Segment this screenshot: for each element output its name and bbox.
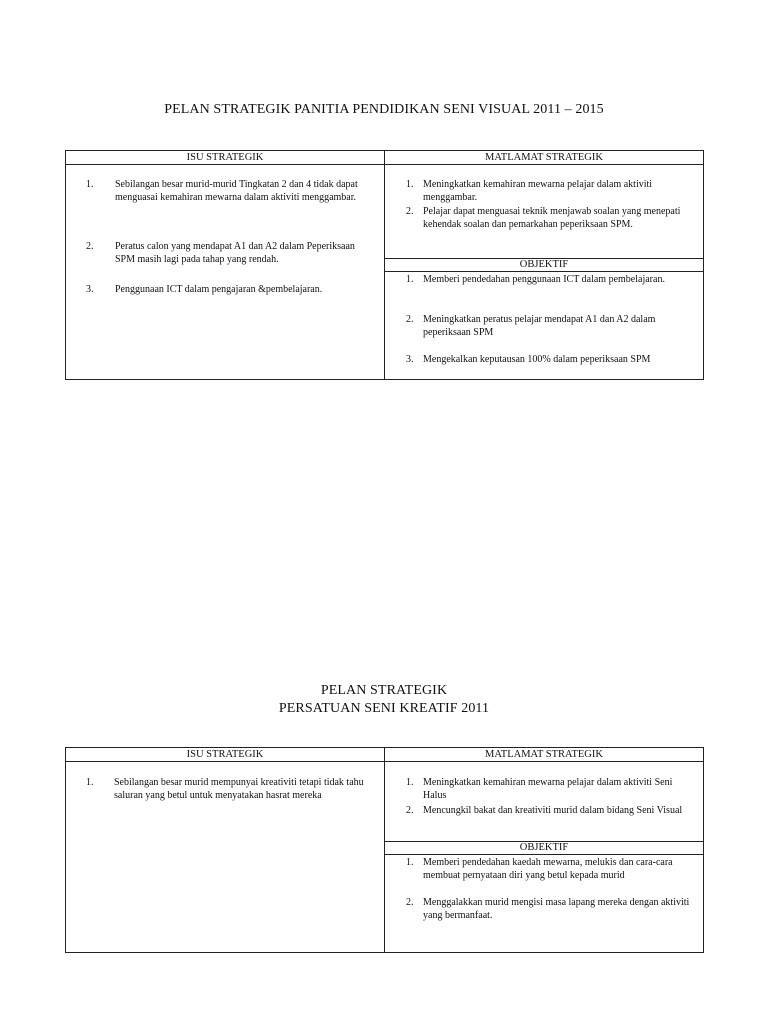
plan1-table: [65, 150, 704, 380]
list-item: [406, 776, 698, 802]
item-text: Sebilangan besar murid-murid Tingkatan 2 dan 4 tidak dapat menguasai kemahiran mewarna dalam aktiviti menggambar.: [115, 179, 358, 203]
item-text: Sebilangan besar murid mempunyai kreativiti tetapi tidak tahu saluran yang betul untuk menyatakan hasrat mereka: [114, 777, 364, 801]
item-text: Peratus calon yang mendapat A1 dan A2 dalam Peperiksaan SPM masih lagi pada tahap yang rendah.: [115, 241, 355, 265]
item-number: 1.: [406, 274, 414, 285]
list-item: [406, 273, 698, 313]
plan1-title: PELAN STRATEGIK PANITIA PENDIDIKAN SENI VISUAL 2011 – 2015: [164, 102, 604, 117]
plan1-objektif-list: [406, 273, 698, 366]
plan1-header-isu: ISU STRATEGIK: [66, 151, 384, 165]
item-text: Memberi pendedahan penggunaan ICT dalam pembelajaran.: [423, 274, 665, 285]
item-number: 3.: [86, 284, 94, 295]
item-number: 1.: [406, 857, 414, 868]
item-number: 2.: [406, 206, 414, 217]
plan2-header-matlamat: MATLAMAT STRATEGIK: [385, 748, 703, 762]
item-number: 3.: [406, 354, 414, 365]
list-item: [406, 205, 698, 231]
item-text: Memberi pendedahan kaedah mewarna, melukis dan cara-cara membuat pernyataan diri yang betul kepada murid: [423, 857, 673, 881]
item-text: Mengekalkan keputausan 100% dalam peperiksaan SPM: [423, 354, 651, 365]
list-item: [406, 313, 698, 353]
item-number: 2.: [406, 897, 414, 908]
plan2-objektif-list: [406, 856, 698, 922]
item-number: 1.: [406, 179, 414, 190]
item-text: Mencungkil bakat dan kreativiti murid dalam bidang Seni Visual: [423, 805, 683, 816]
list-item: [406, 896, 698, 922]
list-item: [406, 353, 698, 366]
plan2-matlamat-list: [406, 776, 698, 817]
item-number: 2.: [86, 241, 94, 252]
plan1-isu-list: [86, 178, 376, 296]
item-text: Pelajar dapat menguasai teknik menjawab soalan yang menepati kehendak soalan dan pemarkahan peperiksaan SPM.: [423, 206, 681, 230]
plan1-matlamat-list: [406, 178, 698, 231]
item-number: 1.: [86, 777, 94, 788]
plan2-table: [65, 747, 704, 953]
list-item: [406, 178, 698, 204]
list-item: [406, 856, 698, 896]
list-item: [86, 283, 376, 296]
plan2-header-isu: ISU STRATEGIK: [66, 748, 384, 762]
item-text: Meningkatkan peratus pelajar mendapat A1 dan A2 dalam peperiksaan SPM: [423, 314, 656, 338]
item-number: 2.: [406, 805, 414, 816]
item-text: Meningkatkan kemahiran mewarna pelajar dalam aktiviti Seni Halus: [423, 777, 673, 801]
plan1-header-matlamat: MATLAMAT STRATEGIK: [385, 151, 703, 165]
item-number: 1.: [86, 179, 94, 190]
plan2-isu-list: [86, 776, 376, 802]
item-text: Penggunaan ICT dalam pengajaran &pembelajaran.: [115, 284, 323, 295]
item-text: Meningkatkan kemahiran mewarna pelajar dalam aktiviti menggambar.: [423, 179, 653, 203]
item-number: 2.: [406, 314, 414, 325]
plan2-title-line1: PELAN STRATEGIK: [320, 683, 448, 698]
list-item: [86, 776, 376, 802]
item-number: 1.: [406, 777, 414, 788]
plan2-objektif-header: OBJEKTIF: [385, 842, 703, 855]
plan1-objektif-header: OBJEKTIF: [385, 259, 703, 272]
list-item: [86, 178, 376, 240]
list-item: [86, 240, 376, 283]
item-text: Menggalakkan murid mengisi masa lapang mereka dengan aktiviti yang bermanfaat.: [423, 897, 690, 921]
plan2-title-line2: PERSATUAN SENI KREATIF 2011: [278, 701, 490, 716]
list-item: [406, 804, 698, 817]
